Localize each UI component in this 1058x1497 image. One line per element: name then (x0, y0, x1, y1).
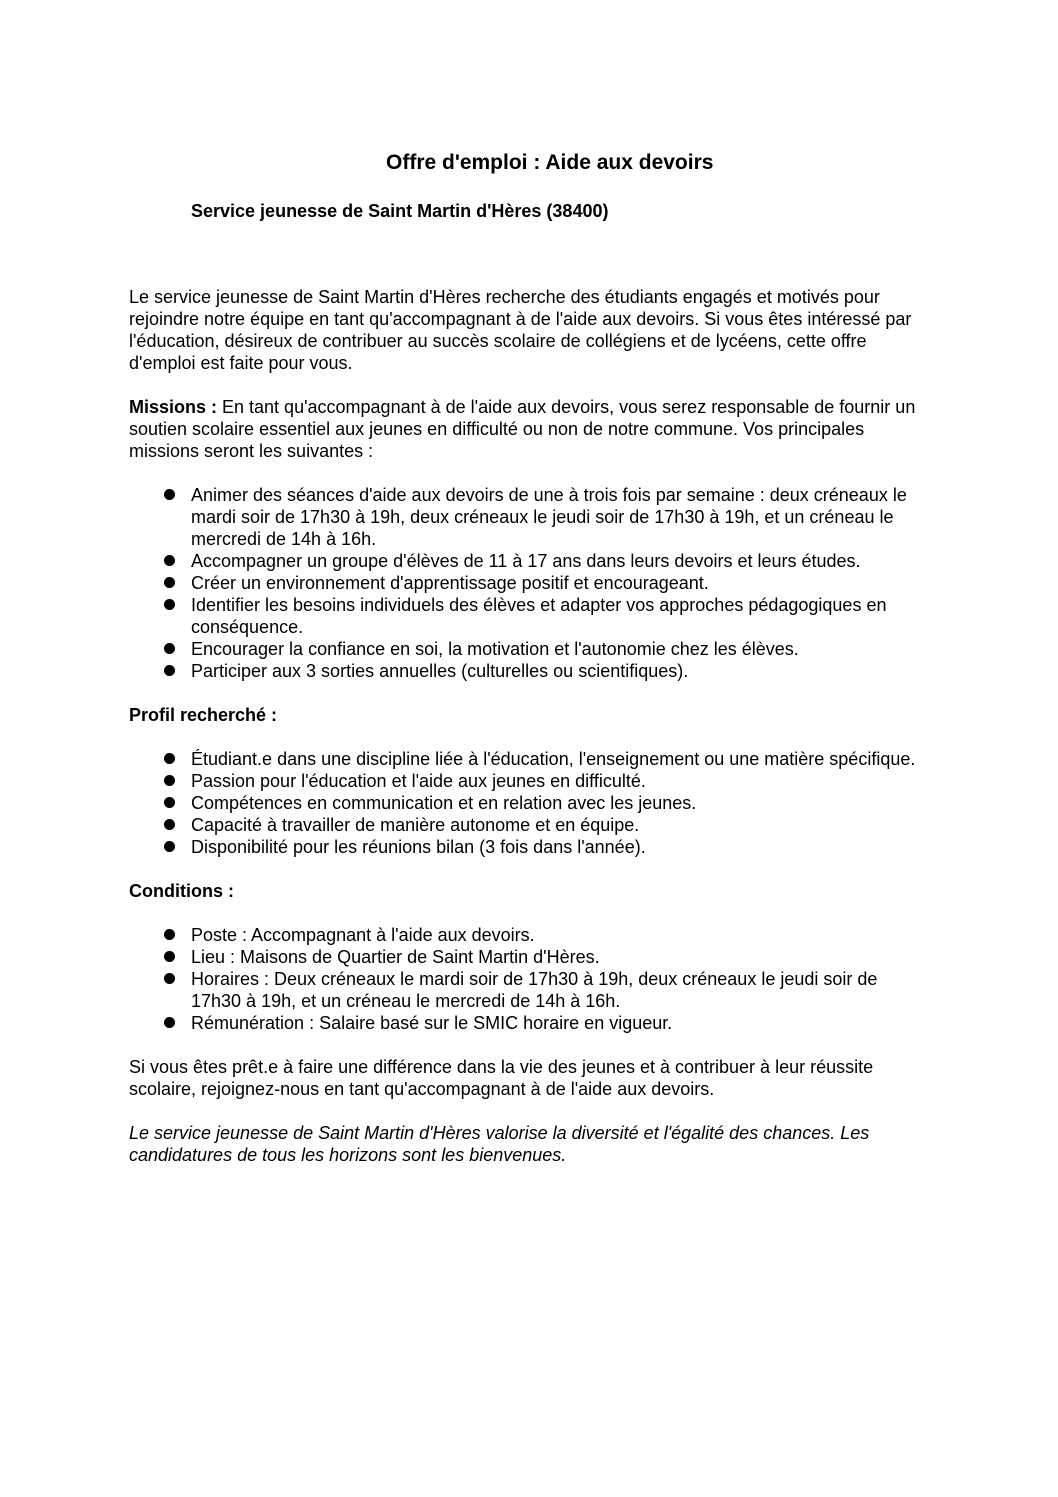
list-item (129, 660, 929, 682)
list-item (129, 924, 929, 946)
bullet-icon (164, 599, 175, 610)
list-item (129, 748, 929, 770)
list-item-text: Créer un environnement d'apprentissage positif et encourageant. (191, 573, 709, 593)
list-item (129, 792, 929, 814)
closing-paragraph: Si vous êtes prêt.e à faire une différence dans la vie des jeunes et à contribuer à leur réussite scolaire, rejoignez-nous en tant qu'accompagnant à de l'aide aux devoirs. (129, 1057, 874, 1099)
intro-paragraph: Le service jeunesse de Saint Martin d'Hères recherche des étudiants engagés et motivés pour rejoindre notre équipe en tant qu'accompagnant à de l'aide aux devoirs. Si vous êtes intéressé par l'éducation, désireux de contribuer au succès scolaire de collégiens et de lycéens, cette offre d'emploi est faite pour vous. (129, 287, 912, 373)
list-item-text: Horaires : Deux créneaux le mardi soir de 17h30 à 19h, deux créneaux le jeudi soir de 17h30 à 19h, et un créneau le mercredi de 14h à 16h. (191, 969, 878, 1011)
page-subtitle: Service jeunesse de Saint Martin d'Hères (38400) (191, 201, 609, 221)
bullet-icon (164, 577, 175, 588)
bullet-icon (164, 665, 175, 676)
list-item (129, 594, 929, 638)
list-item-text: Disponibilité pour les réunions bilan (3 fois dans l'année). (191, 837, 646, 857)
bullet-icon (164, 841, 175, 852)
list-item-text: Encourager la confiance en soi, la motivation et l'autonomie chez les élèves. (191, 639, 799, 659)
bullet-icon (164, 951, 175, 962)
list-item-text: Animer des séances d'aide aux devoirs de une à trois fois par semaine : deux créneaux le mardi soir de 17h30 à 19h, deux créneaux le jeudi soir de 17h30 à 19h, et un créneau le mercredi de 14h à 16h. (191, 485, 907, 549)
profile-heading: Profil recherché : (129, 705, 278, 725)
bullet-icon (164, 1017, 175, 1028)
profile-list (129, 748, 929, 858)
list-item-text: Identifier les besoins individuels des élèves et adapter vos approches pédagogiques en conséquence. (191, 595, 887, 637)
list-item-text: Lieu : Maisons de Quartier de Saint Martin d'Hères. (191, 947, 600, 967)
missions-list (129, 484, 929, 682)
conditions-list (129, 924, 929, 1034)
missions-paragraph (129, 396, 929, 462)
document-body (129, 286, 929, 1166)
list-item (129, 836, 929, 858)
list-item (129, 946, 929, 968)
footer-statement: Le service jeunesse de Saint Martin d'Hères valorise la diversité et l'égalité des chances. Les candidatures de tous les horizons sont les bienvenues. (129, 1123, 870, 1165)
list-item (129, 1012, 929, 1034)
list-item-text: Accompagner un groupe d'élèves de 11 à 17 ans dans leurs devoirs et leurs études. (191, 551, 861, 571)
bullet-icon (164, 643, 175, 654)
bullet-icon (164, 929, 175, 940)
bullet-icon (164, 753, 175, 764)
list-item-text: Rémunération : Salaire basé sur le SMIC horaire en vigueur. (191, 1013, 673, 1033)
list-item-text: Passion pour l'éducation et l'aide aux jeunes en difficulté. (191, 771, 646, 791)
missions-text: En tant qu'accompagnant à de l'aide aux devoirs, vous serez responsable de fournir un soutien scolaire essentiel aux jeunes en difficulté ou non de notre commune. Vos principales missions seront les suivantes : (129, 397, 916, 461)
bullet-icon (164, 555, 175, 566)
page-title: Offre d'emploi : Aide aux devoirs (386, 151, 714, 174)
list-item-text: Poste : Accompagnant à l'aide aux devoirs. (191, 925, 535, 945)
bullet-icon (164, 819, 175, 830)
bullet-icon (164, 775, 175, 786)
bullet-icon (164, 797, 175, 808)
list-item-text: Compétences en communication et en relation avec les jeunes. (191, 793, 697, 813)
list-item (129, 484, 929, 550)
list-item-text: Capacité à travailler de manière autonome et en équipe. (191, 815, 640, 835)
list-item (129, 572, 929, 594)
list-item (129, 770, 929, 792)
list-item-text: Étudiant.e dans une discipline liée à l'éducation, l'enseignement ou une matière spécifique. (191, 749, 916, 769)
bullet-icon (164, 973, 175, 984)
list-item (129, 968, 929, 1012)
conditions-heading: Conditions : (129, 881, 234, 901)
list-item-text: Participer aux 3 sorties annuelles (culturelles ou scientifiques). (191, 661, 689, 681)
list-item (129, 550, 929, 572)
list-item (129, 814, 929, 836)
missions-label: Missions : (129, 397, 218, 417)
bullet-icon (164, 489, 175, 500)
list-item (129, 638, 929, 660)
